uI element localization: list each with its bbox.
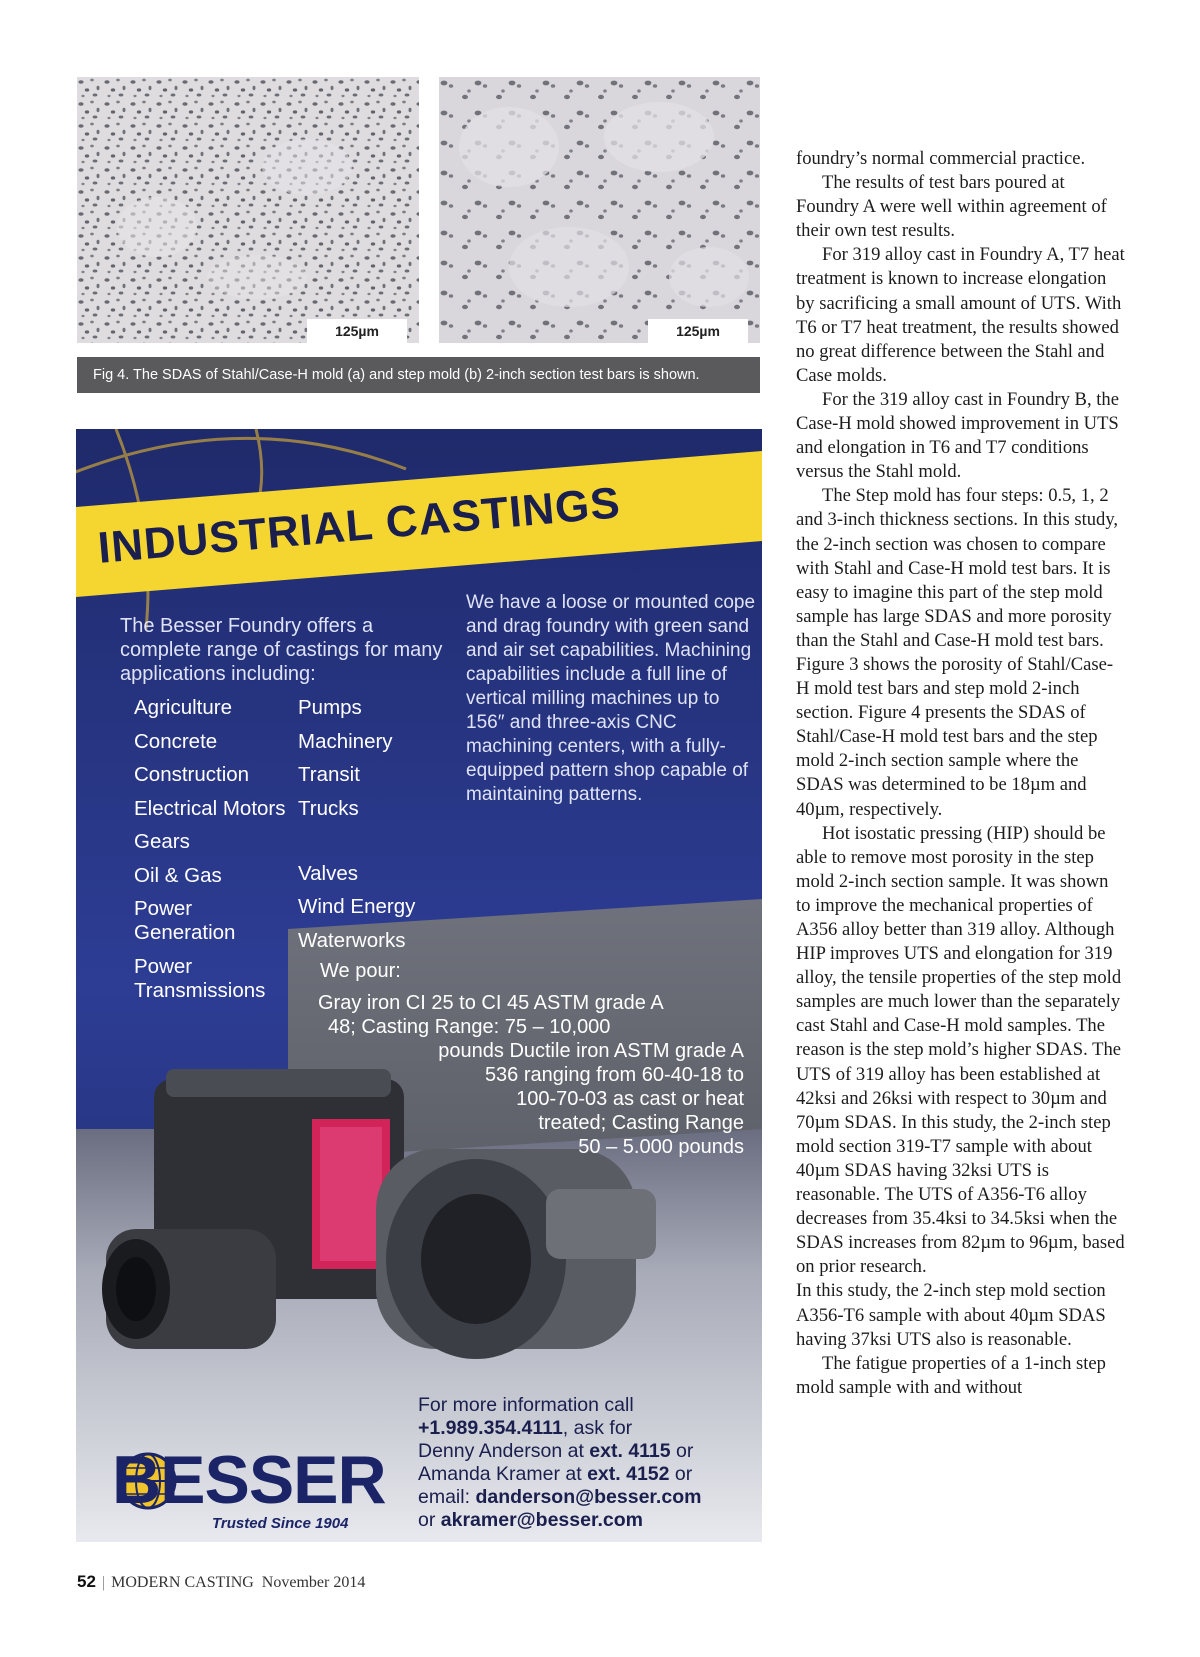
- pour-heading: We pour:: [320, 960, 401, 982]
- scale-bar-a: 125µm: [307, 319, 407, 343]
- application-item: Wind Energy: [298, 895, 416, 918]
- applications-column-2: [298, 696, 448, 962]
- pour-line: 50 – 5.000 pounds: [578, 1136, 744, 1158]
- applications-column-1: [134, 696, 294, 1012]
- application-item: Agriculture: [134, 696, 232, 719]
- application-item: Concrete: [134, 729, 218, 753]
- contact-text: or: [418, 1509, 441, 1531]
- extension: ext. 4152: [587, 1463, 670, 1485]
- micrograph-b: [439, 77, 760, 343]
- article-column: [796, 147, 1126, 1400]
- ad-title: INDUSTRIAL CASTINGS: [96, 478, 623, 573]
- machining-capabilities: We have a loose or mounted cope and drag foundry with green sand and air set capabilities. Machining capabilities include a full line of vertical milling machines up to 156″ and three-axis CNC machining centers, with a fully-equipped pattern shop capable of maintaining patterns.: [466, 592, 756, 805]
- pour-line: 536 ranging from 60-40-18 to: [484, 1064, 744, 1086]
- application-item: Pumps: [298, 696, 362, 719]
- application-item: Oil & Gas: [134, 863, 222, 887]
- application-item: Electrical Motors: [134, 796, 286, 820]
- micrograph-a: [77, 77, 419, 343]
- contact-text: email:: [418, 1486, 476, 1508]
- article-paragraph: Hot isostatic pressing (HIP) should be able to remove most porosity in the step mold 2-inch section sample. It was shown to improve the mechanical properties of A356 alloy better than 319 alloy. Although HIP improves UTS and elongation for 319 alloy, the tensile properties of the step mold samples are much lower than the separately cast Stahl and Case-H mold samples. The reason is the step mold’s higher SDAS. The UTS of 319 alloy has been established at 42ksi and 26ksi with respect to 30µm and 70µm SDAS. In this study, the 2-inch step mold section 319-T7 sample with about 40µm SDAS having 32ksi UTS is reasonable. The UTS of A356-T6 alloy decreases from 35.4ksi to 34.5ksi when the SDAS increases from 82µm to 96µm, based on prior research.: [796, 822, 1125, 1278]
- article-paragraph: The fatigue properties of a 1-inch step mold sample with and without: [796, 1352, 1106, 1398]
- application-item: Gears: [134, 830, 190, 853]
- application-item: Machinery: [298, 729, 393, 753]
- article-paragraph: The Step mold has four steps: 0.5, 1, 2 and 3-inch thickness sections. In this study, the 2-inch section was chosen to compare with Stahl and Case-H mold test bars. It is easy to imagine this part of the step mold sample has large SDAS and more porosity than the Stahl and Case-H mold test bars. Figure 3 shows the porosity of Stahl/Case-H mold test bars and step mold 2-inch section. Figure 4 presents the SDAS of Stahl/Case-H mold test bars and the step mold 2-inch section sample where the SDAS was determined to be 18µm and 40µm, respectively.: [796, 485, 1119, 820]
- besser-advertisement: [76, 429, 762, 1542]
- page-footer: [77, 1572, 365, 1592]
- contact-text: Amanda Kramer at: [418, 1463, 588, 1485]
- article-paragraph: In this study, the 2-inch step mold section A356-T6 sample with about 40µm SDAS having 37ksi UTS also is reasonable.: [796, 1280, 1106, 1350]
- contact-line: For more information call: [418, 1394, 634, 1416]
- pour-line: Gray iron CI 25 to CI 45 ASTM grade A: [318, 992, 664, 1014]
- extension: ext. 4115: [589, 1440, 671, 1462]
- application-item: Valves: [298, 861, 359, 885]
- article-paragraph: For the 319 alloy cast in Foundry B, the Case-H mold showed improvement in UTS and elongation in T6 and T7 conditions versus the Stahl mold.: [796, 388, 1119, 483]
- pour-details: [304, 991, 744, 1159]
- application-item: Transit: [298, 763, 360, 786]
- contact-info: [418, 1394, 758, 1532]
- footer-divider: |: [101, 1574, 106, 1591]
- contact-text: , ask for: [562, 1417, 633, 1439]
- application-item: Power Transmissions: [134, 954, 266, 1002]
- email-link[interactable]: akramer@besser.com: [440, 1509, 643, 1531]
- ad-intro: The Besser Foundry offers a complete range of castings for many applications including:: [120, 615, 443, 685]
- page-number: 52: [77, 1572, 96, 1591]
- contact-text: Denny Anderson at: [418, 1440, 590, 1462]
- pour-line: treated; Casting Range: [538, 1112, 744, 1134]
- figure-caption: Fig 4. The SDAS of Stahl/Case-H mold (a) and step mold (b) 2-inch section test bars is shown.: [77, 357, 760, 393]
- figure-4: [77, 77, 760, 393]
- article-paragraph: foundry’s normal commercial practice.: [796, 148, 1086, 169]
- application-item: Power Generation: [134, 897, 236, 944]
- scale-bar-b: 125µm: [648, 319, 748, 343]
- logo-wordmark: BESSER: [112, 1442, 386, 1518]
- application-item: Construction: [134, 763, 250, 786]
- application-item: Trucks: [298, 796, 359, 820]
- contact-text: or: [670, 1440, 694, 1462]
- contact-line: [418, 1509, 758, 1532]
- magazine-name: MODERN CASTING: [111, 1574, 254, 1591]
- email-link[interactable]: danderson@besser.com: [475, 1486, 702, 1508]
- logo-tagline: Trusted Since 1904: [212, 1515, 349, 1532]
- pour-line: 48; Casting Range: 75 – 10,000: [328, 1016, 611, 1038]
- issue-date: November 2014: [261, 1574, 366, 1591]
- article-paragraph: The results of test bars poured at Foundry A were well within agreement of their own test results.: [796, 172, 1107, 242]
- contact-line: [418, 1417, 758, 1440]
- article-paragraph: For 319 alloy cast in Foundry A, T7 heat treatment is known to increase elongation by sacrificing a small amount of UTS. With T6 or T7 heat treatment, the results showed no great difference between the Stahl and Case molds.: [796, 244, 1125, 386]
- contact-line: [418, 1463, 758, 1486]
- phone-number[interactable]: +1.989.354.4111: [418, 1417, 563, 1439]
- application-item: Waterworks: [298, 928, 406, 952]
- contact-line: [418, 1440, 758, 1463]
- contact-text: or: [669, 1463, 693, 1485]
- micrograph-b-image: [439, 77, 760, 343]
- besser-logo: [112, 1442, 402, 1532]
- pour-line: 100-70-03 as cast or heat: [516, 1088, 744, 1110]
- pour-line: pounds Ductile iron ASTM grade A: [438, 1040, 744, 1062]
- micrograph-a-image: [77, 77, 419, 343]
- contact-line: [418, 1486, 758, 1509]
